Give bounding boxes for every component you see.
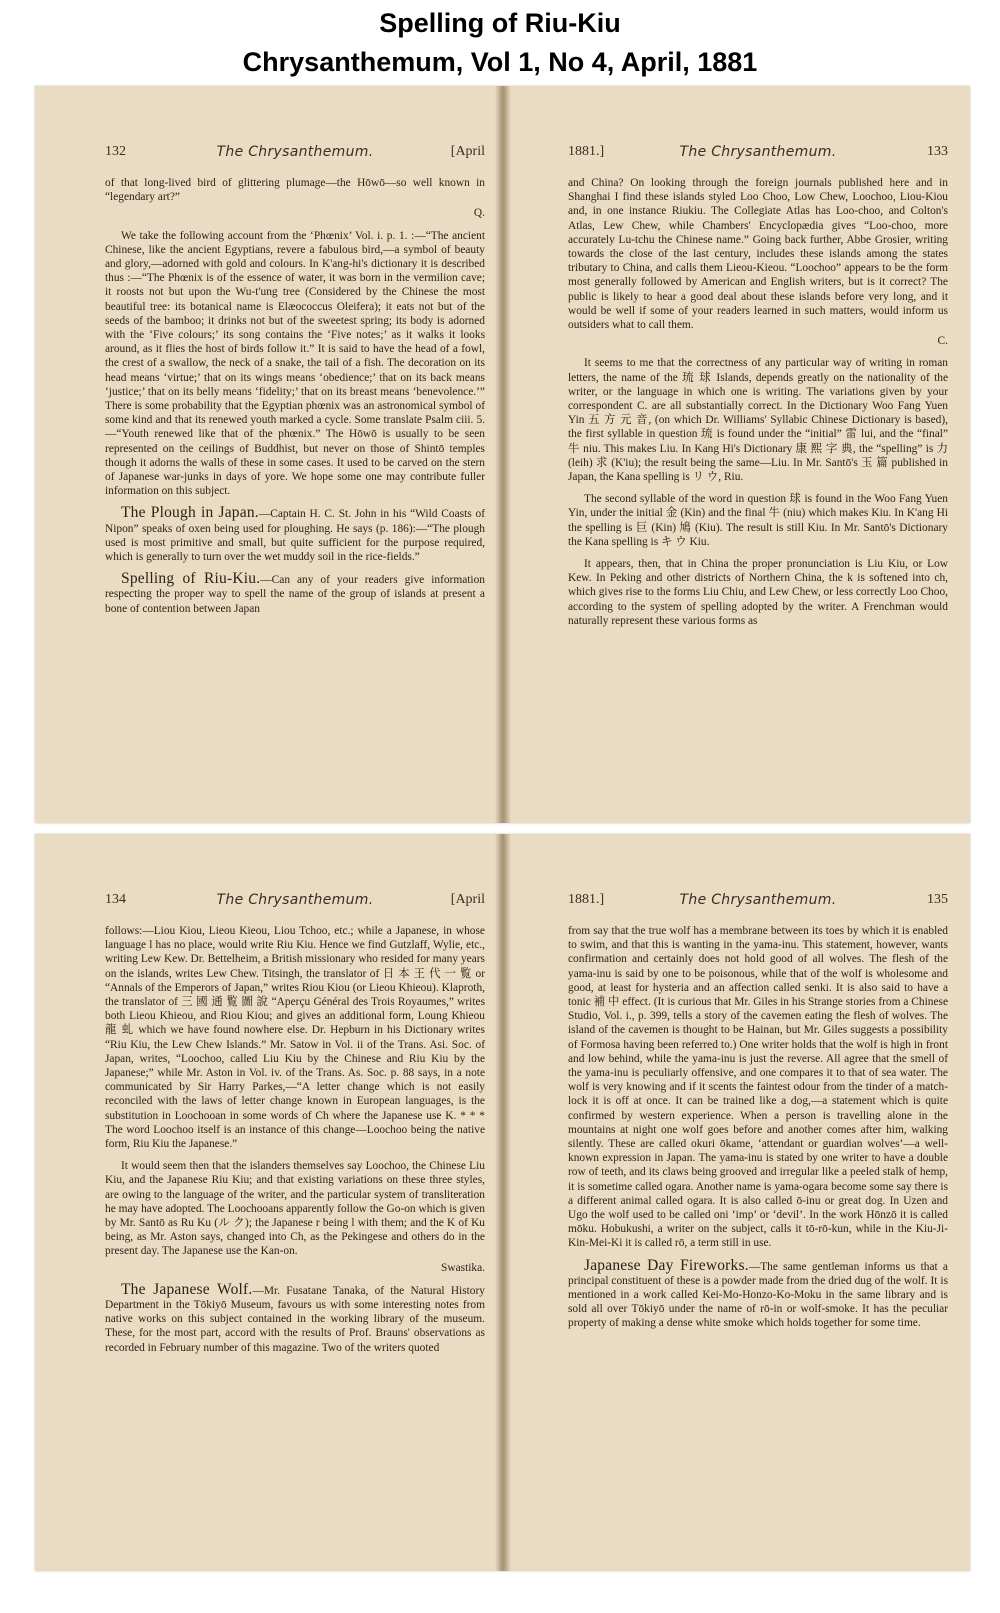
header-month: [April — [450, 892, 485, 907]
section-text: —The same gentleman informs us that a principal constituent of these is a powder made from the dried dug of the wolf. It is mentioned in a work called Kei-Mo-Honzo-Ko-Moku in the same library and is sold all over Tōkiyō under the name of rō-in or wolf-smoke. It has the peculiar property of making a dense white smoke which holds together for some time. — [568, 1260, 948, 1330]
section-heading: Spelling of Riu-Kiu. — [121, 570, 261, 588]
page-number: 135 — [927, 892, 948, 907]
page-body — [105, 176, 485, 624]
page-number: 134 — [105, 892, 126, 907]
document-title — [0, 4, 1000, 82]
paragraph: It would seem then that the islanders themselves say Loochoo, the Chinese Liu Kiu, and the Japanese Riu Kiu; and that existing variations on these three styles, are owing to the language of the writer, and the particular system of transliteration he may have adopted. The Loochooans apparently follow the Go-on which is given by Mr. Santō as Ru Ku (ル ク); the Japanese r being l with them; and the K of Ku being, as Mr. Aston says, changed into Ch, as the Pekingese and others do in the present day. The Japanese use the Kan-on. — [105, 1160, 485, 1258]
page-135 — [520, 834, 962, 1571]
page-133 — [520, 86, 962, 823]
section-fireworks — [568, 1256, 948, 1331]
paragraph: We take the following account from the ‘Phœnix’ Vol. i. p. 1. :—“The ancient Chinese, like the ancient Egyptians, revere a fabulous bird,—a symbol of beauty and glory,—adorned with gold and colours. In K'ang-hi's dictionary it is described thus :—“The Phœnix is of the essence of water, it was born in the vermilion cave; it roosts not but upon the Wu-t'ung tree (Considered by the Chinese the most beautiful tree: its botanical name is Elæococcus Oleifera); it eats not but of the seeds of the bamboo; it drinks not but of the sweetest spring; its body is adorned with the ‘Five colours;’ its song contains the ‘Five notes;’ as it walks it looks around, as it flies the host of birds follow it.” It is said to have the head of a fowl, the crest of a swallow, the neck of a snake, the tail of a fish. The decoration on its head means ‘virtue;’ that on its wings means ‘obedience;’ that on its back means ‘justice;’ that on its belly means ‘fidelity;’ that on its breast means ‘benevolence.’” There is some probability that the Egyptian phœnix was an astronomical symbol of some kind and that its renewed youth marked a cycle. Some translate Psalm ciii. 5.—“Youth renewed like that of the phœnix.” The Hōwō is usually to be seen represented on the ceilings of Buddhist, but never on those of Shintō temples though it adorns the walls of these in some cases. It used to be carved on the stern of Japanese war-junks in days of yore. We hope some one may contribute fuller information on this subject. — [105, 229, 485, 498]
signature: Q. — [473, 207, 485, 220]
signature: C. — [937, 335, 948, 348]
section-heading: The Plough in Japan. — [121, 504, 259, 522]
journal-title: The Chrysanthemum. — [216, 892, 374, 908]
journal-title: The Chrysanthemum. — [216, 144, 374, 160]
section-wolf — [105, 1280, 485, 1355]
section-text: —Can any of your readers give information respecting the proper way to spell the name of the group of islands at present a bone of contention between Japan — [105, 574, 485, 615]
page-body — [568, 924, 948, 1339]
paragraph: It seems to me that the correctness of any particular way of writing in roman letters, the name of the 琉 球 Islands, depends greatly on the nationality of the writer, or the language in which one is writing. The variations given by your correspondent C. are all substantially correct. In the Dictionary Woo Fang Yuen Yin 五 方 元 音, (on which Dr. Williams' Syllabic Chinese Dictionary is based), the first syllable in question 琉 is found under the “initial” 雷 lui, and the “final” 牛 niu. This makes Liu. In Kang Hi's Dictionary 康 熙 字 典, the “spelling” is 力 (leih) 求 (K'iu); the result being the same—Liu. In Mr. Santō's 玉 篇 published in Japan, the Kana spelling is リ ウ, Riu. — [568, 357, 948, 484]
paragraph: The second syllable of the word in question 球 is found in the Woo Fang Yuen Yin, under the initial 金 (Kin) and the final 牛 (niu) which makes Kiu. In K'ang Hi the spelling is 巨 (Kin) 鳩 (Kiu). The result is still Kiu. In Mr. Santō's Dictionary the Kana spelling is キ ウ Kiu. — [568, 493, 948, 548]
header-year: 1881.] — [568, 144, 605, 159]
page-number: 133 — [927, 144, 948, 159]
page-134 — [57, 834, 499, 1571]
scan-spread-bottom — [35, 834, 970, 1571]
running-header — [568, 892, 948, 912]
running-header — [105, 144, 485, 164]
page-number: 132 — [105, 144, 126, 159]
title-line-1: Spelling of Riu-Kiu — [379, 8, 621, 38]
running-header — [105, 892, 485, 912]
running-header — [568, 144, 948, 164]
paragraph: of that long-lived bird of glittering plumage—the Hōwō—so well known in “legendary art?” — [105, 177, 485, 204]
section-heading: The Japanese Wolf. — [121, 1280, 253, 1298]
header-month: [April — [450, 144, 485, 159]
paragraph: from say that the true wolf has a membrane between its toes by which it is enabled to swim, and that this is wanting in the yama-inu. This statement, however, wants confirmation and certainly does not hold good of all wolves. The flesh of the yama-inu is said by one to be poisonous, while that of the wolf is wholesome and good, at least for hysteria and an affection called senki. It is also said to have a tonic 補 中 effect. (It is curious that Mr. Giles in his Strange stories from a Chinese Studio, Vol. i., p. 399, tells a story of the cavemen eating the flesh of wolves. The island of the cavemen is thought to be Hainan, but Mr. Giles suggests a possibility of Formosa having been referred to.) One writer holds that the wolf is high in front and low behind, while the yama-inu is just the reverse. All agree that the smell of the yama-inu is peculiarly offensive, and one compares it to that of sea water. The wolf is very knowing and if it scents the faintest odour from the tinder of a match-lock it is off at once. It can be trained like a dog,—a statement which is quite confirmed by western experience. When a person is travelling alone in the mountains at night one wolf goes before and another comes after him, walking silently. These are called okuri ōkame, ‘attendant or guardian wolves’—a well-known expression in Japan. The yama-inu is stated by one writer to have a double row of teeth, and its claws being grooved and irregular like a peeled stalk of hemp, it is sometime called ogara. Another name is yama-ogara become some say there is a different animal called ogara. It is also called ō-inu or great dog. In Uzen and Ugo the wolf used to be called oni ‘imp’ or ‘devil’. In the work Hōnzō it is called mōku. Hobukushi, a writer on the subject, calls it tō-rō-kun, while in the Kiu-Ji-Kin-Mei-Ki it is called rō, a term still in use. — [568, 925, 948, 1250]
signature: Swastika. — [441, 1261, 485, 1274]
header-year: 1881.] — [568, 892, 605, 907]
section-text: —Captain H. C. St. John in his “Wild Coasts of Nipon” speaks of oxen being used for ploughing. He says (p. 186):—“The plough used is most primitive and small, but quite sufficient for the purpose required, which is generally to turn over the wet muddy soil in the rice-fields.” — [105, 508, 486, 564]
section-text: —Mr. Fusatane Tanaka, of the Natural History Department in the Tōkiyō Museum, favours us with some interesting notes from native works on this subject contained in the working library of the museum. These, for the most part, accord with the results of Prof. Brauns' observations as recorded in February number of this magazine. Two of the writers quoted — [105, 1284, 485, 1354]
section-heading: Japanese Day Fireworks. — [584, 1256, 749, 1274]
section-spelling — [105, 572, 485, 616]
paragraph: It appears, then, that in China the proper pronunciation is Liu Kiu, or Low Kew. In Peking and other districts of Northern China, the k is softened into ch, which gives rise to the forms Liu Chiu, and Lew Chew, or less correctly Loo Choo, according to the system of spelling adopted by the writer. A Frenchman would naturally represent these various forms as — [568, 558, 948, 627]
journal-title: The Chrysanthemum. — [679, 144, 837, 160]
section-plough — [105, 506, 485, 564]
page-body — [105, 924, 485, 1363]
scan-spread-top — [35, 86, 970, 823]
paragraph: and China? On looking through the foreign journals published here and in Shanghai I find these islands styled Loo Choo, Low Chew, Loochoo, Liou-Kiou and, in one instance Riukiu. The Collegiate Atlas has Loo-choo, and Colton's Atlas, Lew Chew, while Chambers' Encyclopædia gives “Loo-choo, more accurately Lu-tchu the Chinese name.” Going back further, Abbe Grosier, writing towards the close of the last century, includes these islands among the states tributary to China, and calls them Lieou-Kieou. “Loochoo” appears to be the form most generally followed by American and English writers, but is it correct? The public is likely to hear a good deal about these islands before very long, and it would be well if some of your readers learned in such matters, would inform us outsiders what to call them. — [568, 177, 948, 332]
journal-title: The Chrysanthemum. — [679, 892, 837, 908]
title-line-2: Chrysanthemum, Vol 1, No 4, April, 1881 — [242, 47, 758, 77]
page-body — [568, 176, 948, 636]
paragraph: follows:—Liou Kiou, Lieou Kieou, Liou Tchoo, etc.; while a Japanese, in whose language l has no place, would write Riu Kiu. Hence we find Gutzlaff, Wylie, etc., writing Lew Kew. Dr. Bettelheim, a British missionary who resided for many years on the islands, writes Lew Chew. Titsingh, the translator of 日 本 王 代 一 覧 or “Annals of the Emperors of Japan,” writes Riou Kiou (or Lieou Khieou). Klaproth, the translator of 三 國 通 覧 圖 說 “Aperçu Général des Trois Royaumes,” writes both Lieou Khieou, and Riou Kiou; and gives an additional form, Loung Khieou 龍 虬 which we have found nowhere else. Dr. Hepburn in his Dictionary writes “Riu Kiu, the Lew Chew Islands.” Mr. Satow in Vol. ii of the Trans. Asi. Soc. of Japan, writes, “Loochoo, called Liu Kiu by the Chinese and Riu Kiu by the Japanese;” while Mr. Aston in Vol. iv. of the Trans. As. Soc. p. 88 says, in a note communicated by Sir Harry Parkes,—“A letter change which is not easily reconciled with the laws of letter change known in European languages, is the substitution in Loochooan in some words of Ch where the Japanese use K. * * * The word Loochoo itself is an instance of this change—Loochoo being the native form, Riu Kiu the Japanese.” — [105, 925, 485, 1151]
page-132 — [57, 86, 499, 823]
